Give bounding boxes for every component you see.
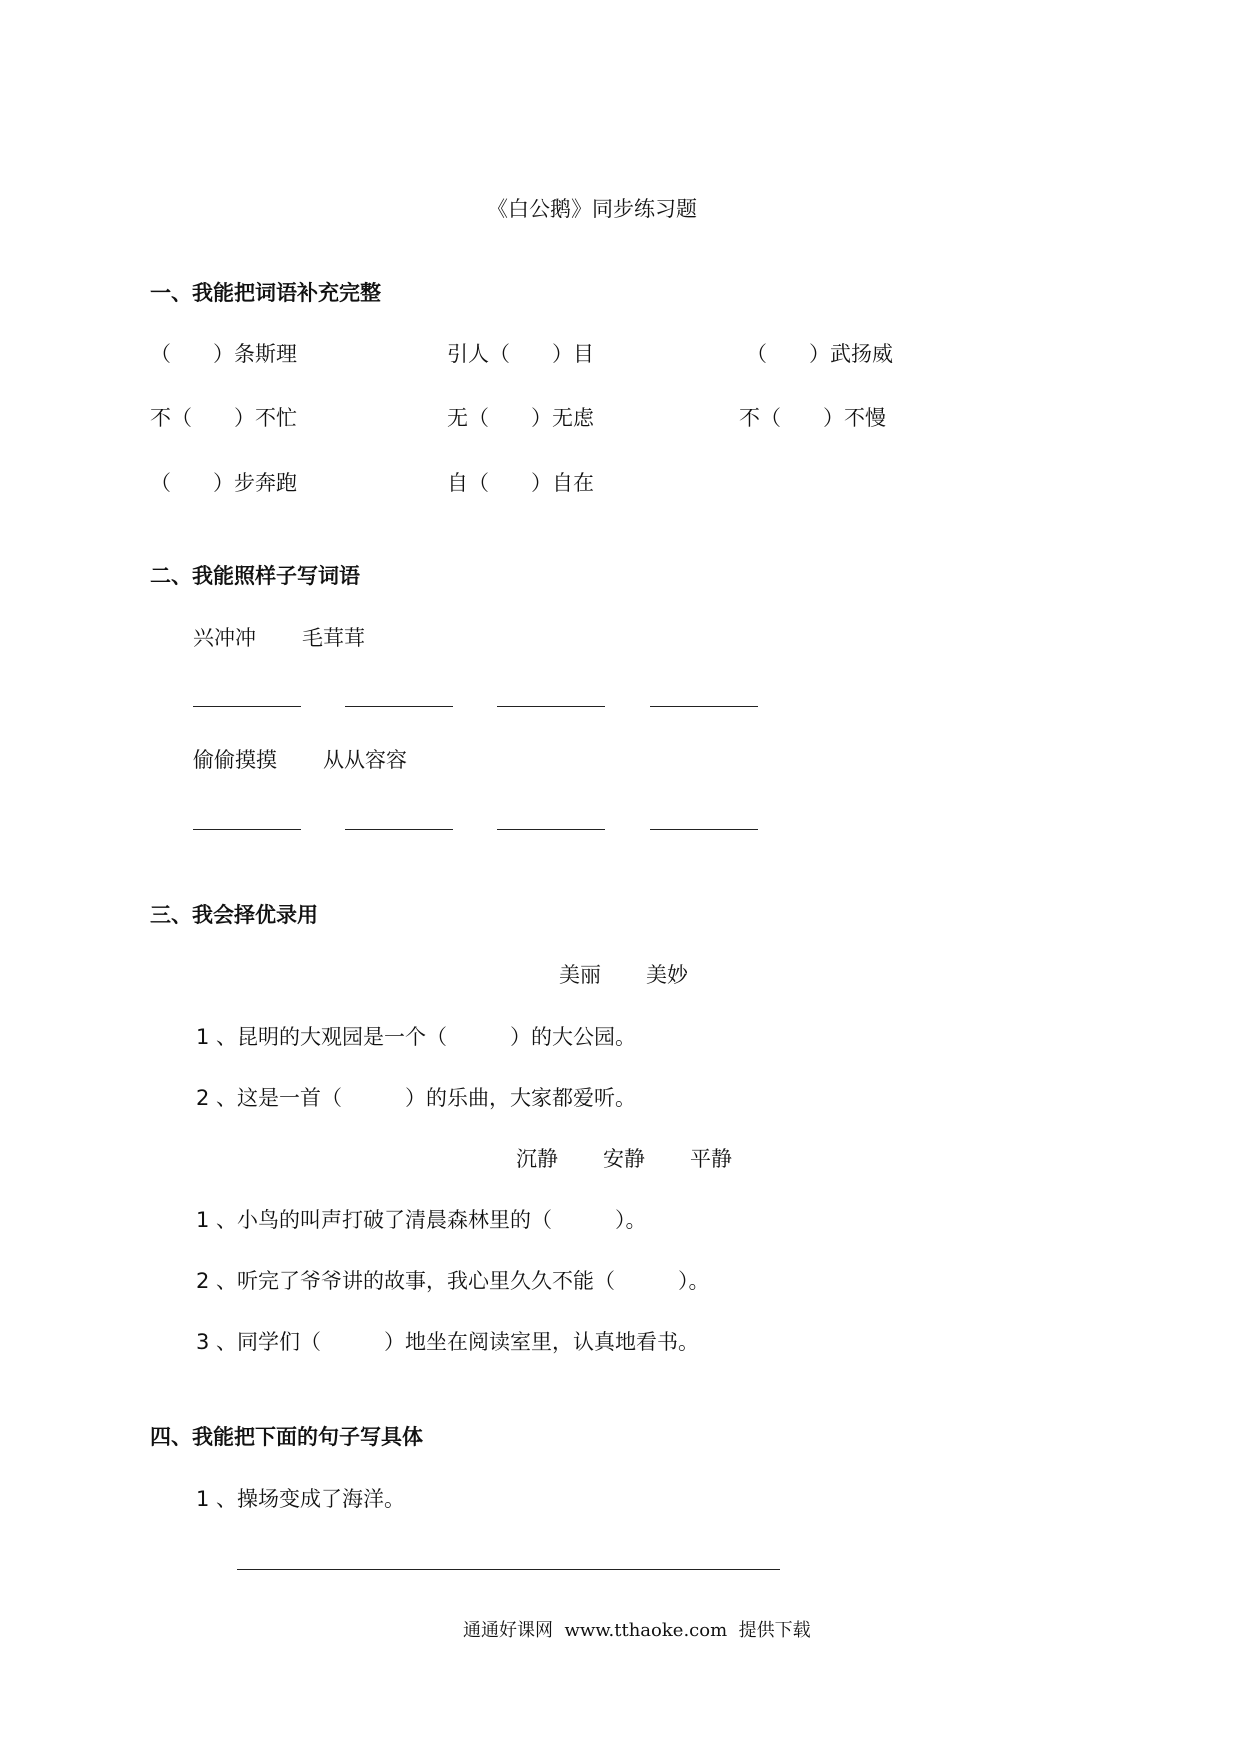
footer-text: 通通好课网 www.tthaoke.com 提供下载 (463, 1620, 811, 1641)
section-4-heading: 四、我能把下面的句子写具体 (150, 1425, 423, 1449)
answer-line[interactable] (497, 829, 605, 830)
question-item: 1 、昆明的大观园是一个（ ）的大公园。 (196, 1025, 637, 1049)
answer-line[interactable] (650, 829, 758, 830)
answer-line[interactable] (345, 829, 453, 830)
fill-blank-item: （ ）条斯理 (150, 342, 297, 366)
word-choice: 美妙 (646, 963, 688, 987)
question-item: 1 、操场变成了海洋。 (196, 1487, 406, 1511)
example-word: 毛茸茸 (302, 626, 365, 650)
section-2-heading: 二、我能照样子写词语 (150, 564, 360, 588)
answer-line[interactable] (193, 706, 301, 707)
question-item: 2 、听完了爷爷讲的故事，我心里久久不能（ ）。 (196, 1269, 710, 1293)
section-1-heading: 一、我能把词语补充完整 (150, 281, 381, 305)
word-choice: 平静 (690, 1147, 732, 1171)
answer-line[interactable] (650, 706, 758, 707)
example-word: 兴冲冲 (193, 626, 256, 650)
question-item: 2 、这是一首（ ）的乐曲，大家都爱听。 (196, 1086, 637, 1110)
word-choice: 美丽 (559, 963, 601, 987)
example-word: 偷偷摸摸 (193, 748, 277, 772)
fill-blank-item: 自（ ）自在 (447, 471, 594, 495)
page-title: 《白公鹅》同步练习题 (487, 197, 697, 221)
fill-blank-item: 引人（ ）目 (447, 342, 594, 366)
fill-blank-item: 无（ ）无虑 (447, 406, 594, 430)
word-choice: 安静 (603, 1147, 645, 1171)
fill-blank-item: （ ）步奔跑 (150, 471, 297, 495)
word-choice: 沉静 (516, 1147, 558, 1171)
answer-line[interactable] (345, 706, 453, 707)
section-3-heading: 三、我会择优录用 (150, 903, 318, 927)
fill-blank-item: （ ）武扬威 (746, 342, 893, 366)
question-item: 3 、同学们（ ）地坐在阅读室里，认真地看书。 (196, 1330, 700, 1354)
fill-blank-item: 不（ ）不慢 (739, 406, 886, 430)
fill-blank-item: 不（ ）不忙 (150, 406, 297, 430)
answer-line[interactable] (497, 706, 605, 707)
question-item: 1 、小鸟的叫声打破了清晨森林里的（ ）。 (196, 1208, 647, 1232)
example-word: 从从容容 (323, 748, 407, 772)
answer-line[interactable] (237, 1569, 780, 1570)
answer-line[interactable] (193, 829, 301, 830)
